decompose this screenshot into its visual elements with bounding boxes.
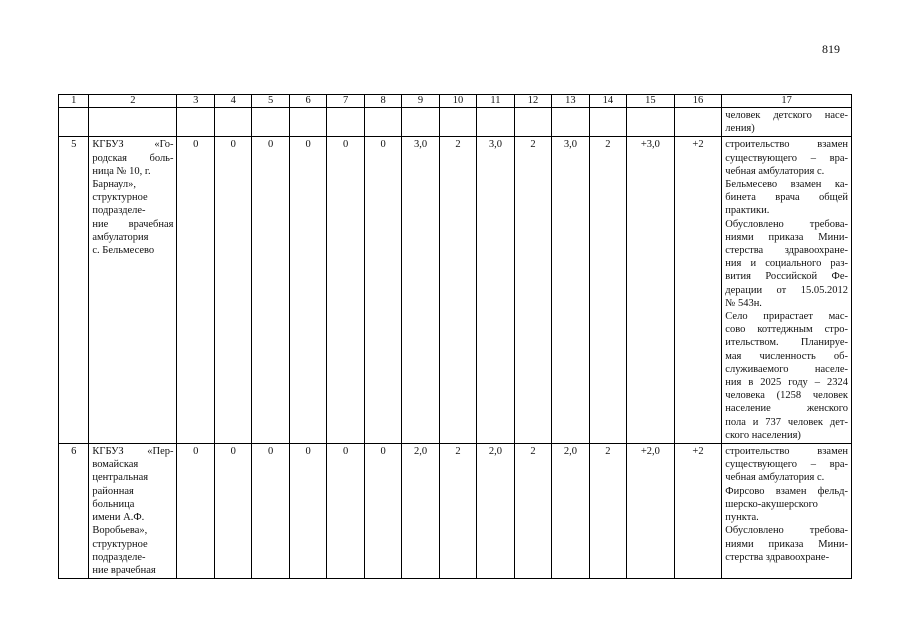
column-header-10: 10 <box>439 95 476 108</box>
value-cell-col-10: 2 <box>439 137 476 444</box>
value-cell-col-7: 0 <box>327 444 364 579</box>
value-cell-col-16: +2 <box>674 137 722 444</box>
empty-cell <box>59 108 89 137</box>
text-line: структурное <box>92 538 148 550</box>
empty-cell <box>252 108 289 137</box>
empty-cell <box>289 108 326 137</box>
value-cell-col-13: 2,0 <box>552 444 589 579</box>
text-line: структурное <box>92 192 148 204</box>
text-line: Бельмесево взамен ка- <box>725 179 848 191</box>
value-cell-col-11: 2,0 <box>477 444 514 579</box>
text-line: ница № 10, г. <box>92 165 151 177</box>
text-line: ния и социального раз- <box>725 258 848 270</box>
text-line: стерства здравоохране- <box>725 245 848 257</box>
value-cell-col-16: +2 <box>674 444 722 579</box>
text-line: ления) <box>725 123 755 135</box>
data-table <box>58 94 852 579</box>
text-line: Воробьева», <box>92 525 148 537</box>
value-cell-col-3: 0 <box>177 137 214 444</box>
column-header-13: 13 <box>552 95 589 108</box>
column-header-9: 9 <box>402 95 439 108</box>
text-line: ниями приказа Мини- <box>725 538 848 550</box>
column-header-5: 5 <box>252 95 289 108</box>
column-header-4: 4 <box>214 95 251 108</box>
text-line: мая численность об- <box>725 350 848 362</box>
text-line: служиваемого населе- <box>725 363 848 375</box>
text-line: чебная амбулатория с. <box>725 165 825 177</box>
value-cell-col-15: +3,0 <box>627 137 675 444</box>
text-line: КГБУЗ «Го- <box>92 139 174 151</box>
value-cell-col-11: 3,0 <box>477 137 514 444</box>
text-line: Село прирастает мас- <box>725 311 848 323</box>
text-line: дерации от 15.05.2012 <box>725 284 848 296</box>
text-line: чебная амбулатория с. <box>725 472 825 484</box>
text-line: пола и 737 человек дет- <box>725 416 848 428</box>
text-line: ние врачебная <box>92 564 156 576</box>
value-cell-col-4: 0 <box>214 444 251 579</box>
value-cell-col-9: 2,0 <box>402 444 439 579</box>
note-cell <box>722 108 852 137</box>
text-line: центральная <box>92 472 149 484</box>
value-cell-col-8: 0 <box>364 137 401 444</box>
text-line: амбулатория <box>92 231 149 243</box>
text-line: бинета врача общей <box>725 192 848 204</box>
text-line: пункта. <box>725 512 759 524</box>
column-header-17: 17 <box>722 95 852 108</box>
empty-cell <box>477 108 514 137</box>
empty-cell <box>214 108 251 137</box>
text-line: районная <box>92 485 134 497</box>
empty-cell <box>674 108 722 137</box>
table-row <box>59 444 852 579</box>
text-line: больница <box>92 498 135 510</box>
column-header-11: 11 <box>477 95 514 108</box>
note-cell <box>722 444 852 579</box>
text-line: Обусловлено требова- <box>725 525 848 537</box>
text-line: стерства здравоохране- <box>725 551 830 563</box>
value-cell-col-4: 0 <box>214 137 251 444</box>
empty-cell <box>402 108 439 137</box>
value-cell-col-10: 2 <box>439 444 476 579</box>
value-cell-col-8: 0 <box>364 444 401 579</box>
note-cell <box>722 137 852 444</box>
text-line: ниями приказа Мини- <box>725 231 848 243</box>
text-line: ние врачебная <box>92 218 174 230</box>
page-number: 819 <box>822 42 840 56</box>
column-header-1: 1 <box>59 95 89 108</box>
empty-cell <box>589 108 626 137</box>
text-line: КГБУЗ «Пер- <box>92 446 174 458</box>
value-cell-col-14: 2 <box>589 137 626 444</box>
empty-cell <box>439 108 476 137</box>
column-header-15: 15 <box>627 95 675 108</box>
column-header-3: 3 <box>177 95 214 108</box>
value-cell-col-12: 2 <box>514 444 551 579</box>
value-cell-col-5: 0 <box>252 137 289 444</box>
column-header-14: 14 <box>589 95 626 108</box>
table-row <box>59 108 852 137</box>
text-line: подразделе- <box>92 205 146 217</box>
value-cell-col-14: 2 <box>589 444 626 579</box>
header-row <box>59 95 852 108</box>
empty-cell <box>177 108 214 137</box>
text-line: шерско-акушерского <box>725 498 818 510</box>
column-header-2: 2 <box>89 95 177 108</box>
text-line: человека (1258 человек <box>725 390 848 402</box>
text-line: строительство взамен <box>725 446 848 458</box>
text-line: ния в 2025 году – 2324 <box>725 377 848 389</box>
text-line: существующего – вра- <box>725 152 848 164</box>
value-cell-col-13: 3,0 <box>552 137 589 444</box>
column-header-7: 7 <box>327 95 364 108</box>
institution-name-cell <box>89 137 177 444</box>
text-line: человек детского насе- <box>725 110 848 121</box>
text-line: № 543н. <box>725 297 762 309</box>
value-cell-col-5: 0 <box>252 444 289 579</box>
row-number: 5 <box>59 137 89 444</box>
text-line: Барнаул», <box>92 179 136 191</box>
text-line: население женского <box>725 403 848 415</box>
value-cell-col-12: 2 <box>514 137 551 444</box>
empty-cell <box>514 108 551 137</box>
text-line: с. Бельмесево <box>92 245 155 257</box>
empty-cell <box>552 108 589 137</box>
empty-cell <box>327 108 364 137</box>
text-line: строительство взамен <box>725 139 848 151</box>
text-line: Обусловлено требова- <box>725 218 848 230</box>
empty-cell <box>89 108 177 137</box>
value-cell-col-6: 0 <box>289 444 326 579</box>
text-line: имени А.Ф. <box>92 512 145 524</box>
text-line: ского населения) <box>725 429 801 441</box>
value-cell-col-6: 0 <box>289 137 326 444</box>
text-line: практики. <box>725 205 770 217</box>
value-cell-col-9: 3,0 <box>402 137 439 444</box>
institution-name-cell <box>89 444 177 579</box>
value-cell-col-7: 0 <box>327 137 364 444</box>
row-number: 6 <box>59 444 89 579</box>
text-line: вития Российской Фе- <box>725 271 848 283</box>
table-row <box>59 137 852 444</box>
column-header-12: 12 <box>514 95 551 108</box>
column-header-8: 8 <box>364 95 401 108</box>
text-line: сово коттеджным стро- <box>725 324 848 336</box>
value-cell-col-15: +2,0 <box>627 444 675 579</box>
column-header-6: 6 <box>289 95 326 108</box>
text-line: Фирсово взамен фельд- <box>725 485 848 497</box>
text-line: вомайская <box>92 459 139 471</box>
column-header-16: 16 <box>674 95 722 108</box>
empty-cell <box>364 108 401 137</box>
text-line: родская боль- <box>92 152 174 164</box>
text-line: существующего – вра- <box>725 459 848 471</box>
value-cell-col-3: 0 <box>177 444 214 579</box>
empty-cell <box>627 108 675 137</box>
text-line: ительством. Планируе- <box>725 337 848 349</box>
text-line: подразделе- <box>92 551 146 563</box>
